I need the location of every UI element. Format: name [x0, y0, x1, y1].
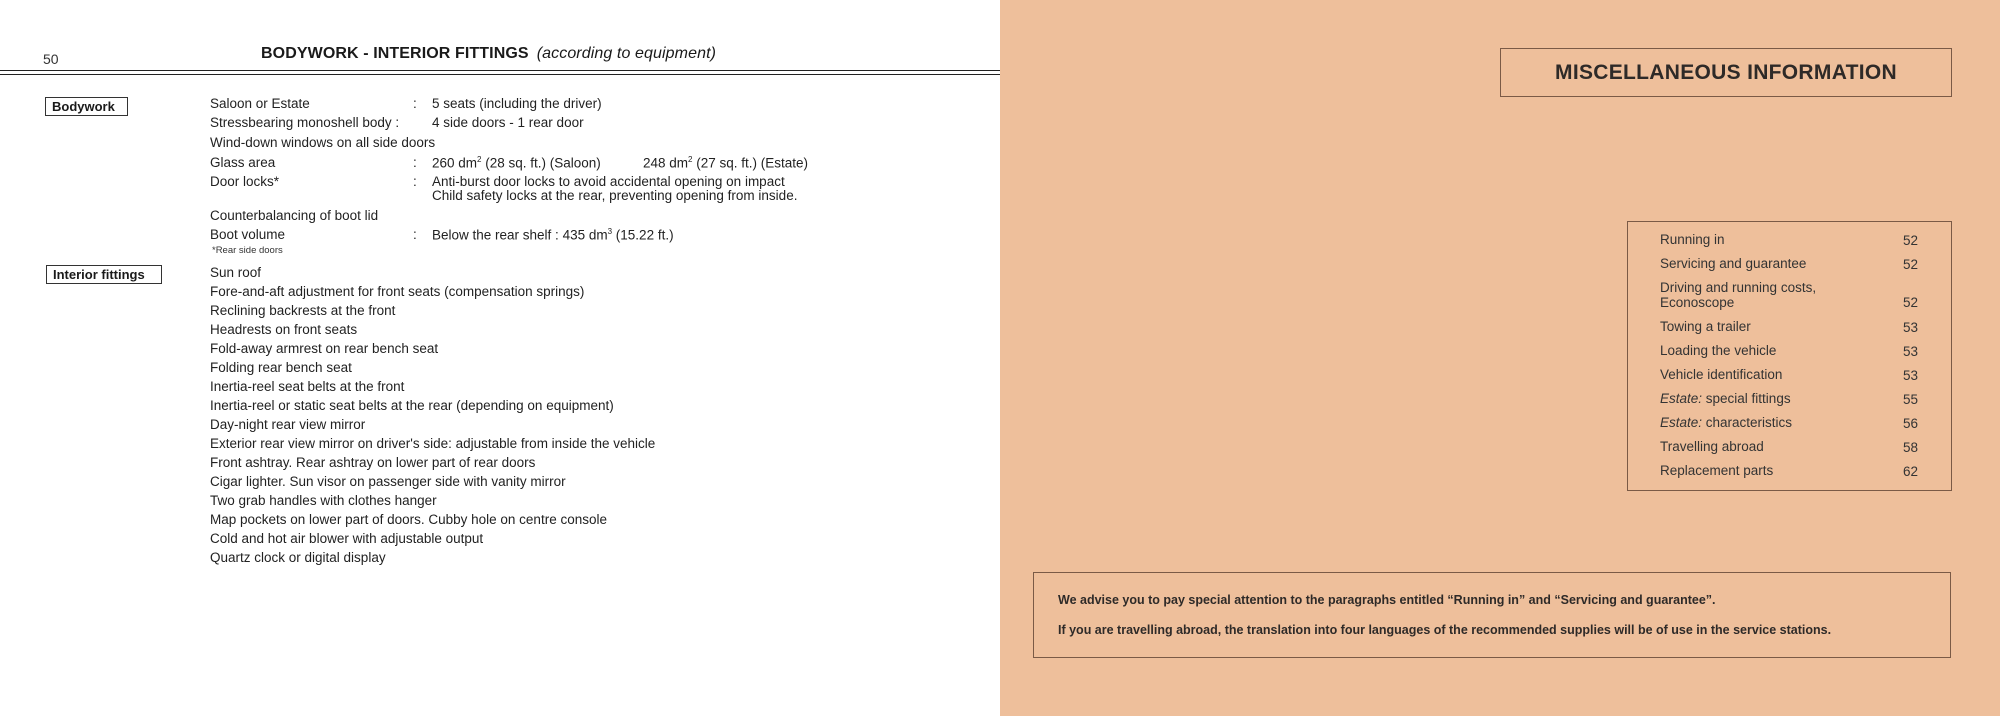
section-label-bodywork: Bodywork	[45, 97, 128, 116]
spec-body-label: Stressbearing monoshell body :	[210, 115, 400, 130]
list-item: Quartz clock or digital display	[210, 550, 386, 565]
toc-item[interactable]: Towing a trailer	[1660, 319, 1751, 334]
toc-item[interactable]: Vehicle identification	[1660, 367, 1783, 382]
glass-saloon-a: 260 dm	[432, 155, 478, 171]
list-item: Inertia-reel seat belts at the front	[210, 379, 405, 394]
toc-item[interactable]	[1660, 391, 1880, 406]
boot-value-a: Below the rear shelf : 435 dm	[432, 227, 608, 243]
list-item: Cigar lighter. Sun visor on passenger side with vanity mirror	[210, 474, 566, 489]
spec-colon: :	[413, 96, 417, 111]
toc-item[interactable]: Driving and running costs, Econoscope	[1660, 280, 1817, 310]
toc-item[interactable]: Servicing and guarantee	[1660, 256, 1807, 271]
toc-item-text: special fittings	[1702, 391, 1791, 406]
list-item: Cold and hot air blower with adjustable output	[210, 531, 484, 546]
toc-item[interactable]: Loading the vehicle	[1660, 343, 1777, 358]
list-item: Day-night rear view mirror	[210, 417, 366, 432]
toc-item-text: characteristics	[1702, 415, 1793, 430]
toc-item[interactable]	[1660, 415, 1880, 430]
list-item: Front ashtray. Rear ashtray on lower part of rear doors	[210, 455, 536, 470]
section-title-box	[1500, 48, 1952, 97]
toc-item[interactable]: Travelling abroad	[1660, 439, 1764, 454]
spec-colon: :	[413, 227, 417, 242]
toc-page: 52	[1903, 233, 1919, 248]
toc-page: 58	[1903, 440, 1919, 455]
toc-page: 53	[1903, 320, 1919, 335]
header-rule-top	[0, 70, 1000, 71]
list-item: Headrests on front seats	[210, 322, 358, 337]
section-title: MISCELLANEOUS INFORMATION	[1555, 60, 1897, 84]
toc-page: 53	[1903, 368, 1919, 383]
spec-locks-value-1: Anti-burst door locks to avoid accidental opening on impact	[432, 174, 785, 189]
list-item: Reclining backrests at the front	[210, 303, 396, 318]
list-item: Map pockets on lower part of doors. Cubby hole on centre console	[210, 512, 607, 527]
spec-windows: Wind-down windows on all side doors	[210, 135, 436, 150]
spec-glass-label: Glass area	[210, 155, 276, 170]
list-item: Two grab handles with clothes hanger	[210, 493, 437, 508]
spec-counterbalancing: Counterbalancing of boot lid	[210, 208, 379, 223]
header-rule-bottom	[0, 74, 1000, 75]
page-title	[261, 45, 716, 63]
spec-saloon-label: Saloon or Estate	[210, 96, 310, 111]
toc-page: 52	[1903, 257, 1919, 272]
spec-boot-value	[432, 227, 674, 243]
section-label-interior-fittings: Interior fittings	[46, 265, 162, 284]
footnote: *Rear side doors	[212, 245, 283, 256]
toc-item-italic: Estate:	[1660, 391, 1703, 406]
spec-locks-label: Door locks*	[210, 174, 280, 189]
spec-colon: :	[413, 174, 417, 189]
spec-boot-label: Boot volume	[210, 227, 286, 242]
list-item: Folding rear bench seat	[210, 360, 352, 375]
advice-text: We advise you to pay special attention to the paragraphs entitled “Running in” and “Servicing and guarantee”.	[1058, 593, 1716, 607]
spec-glass-value-estate	[643, 155, 808, 171]
toc-page: 53	[1903, 344, 1919, 359]
list-item: Inertia-reel or static seat belts at the rear (depending on equipment)	[210, 398, 614, 413]
list-item: Fold-away armrest on rear bench seat	[210, 341, 439, 356]
page-number: 50	[43, 51, 59, 67]
toc-item[interactable]: Running in	[1660, 232, 1725, 247]
sup-2: 2	[688, 155, 693, 164]
glass-saloon-b: (28 sq. ft.) (Saloon)	[481, 155, 601, 171]
glass-estate-a: 248 dm	[643, 155, 689, 171]
spec-colon: :	[413, 155, 417, 170]
advice-box	[1033, 572, 1951, 658]
spec-saloon-value: 5 seats (including the driver)	[432, 96, 602, 111]
list-item: Fore-and-aft adjustment for front seats (compensation springs)	[210, 284, 585, 299]
toc-item[interactable]: Replacement parts	[1660, 463, 1774, 478]
boot-value-b: (15.22 ft.)	[612, 227, 674, 243]
toc-page: 62	[1903, 464, 1919, 479]
glass-estate-b: (27 sq. ft.) (Estate)	[692, 155, 809, 171]
list-item: Sun roof	[210, 265, 262, 280]
toc-page: 55	[1903, 392, 1919, 407]
toc-page: 52	[1903, 295, 1919, 310]
sup-3: 3	[607, 227, 613, 236]
table-of-contents	[1627, 221, 1952, 491]
page-title-main: BODYWORK - INTERIOR FITTINGS	[261, 45, 529, 62]
spec-locks-value-2: Child safety locks at the rear, preventing opening from inside.	[432, 188, 798, 203]
spec-glass-value-saloon	[432, 155, 601, 171]
sup-2: 2	[477, 155, 482, 164]
toc-page: 56	[1903, 416, 1919, 431]
advice-text: If you are travelling abroad, the translation into four languages of the recommended supplies will be of use in the service stations.	[1058, 623, 1832, 637]
page-title-subtitle: (according to equipment)	[536, 45, 717, 62]
right-page	[1000, 0, 2000, 716]
toc-item-italic: Estate:	[1660, 415, 1703, 430]
list-item: Exterior rear view mirror on driver's side: adjustable from inside the vehicle	[210, 436, 656, 451]
spec-body-value: 4 side doors - 1 rear door	[432, 115, 584, 130]
